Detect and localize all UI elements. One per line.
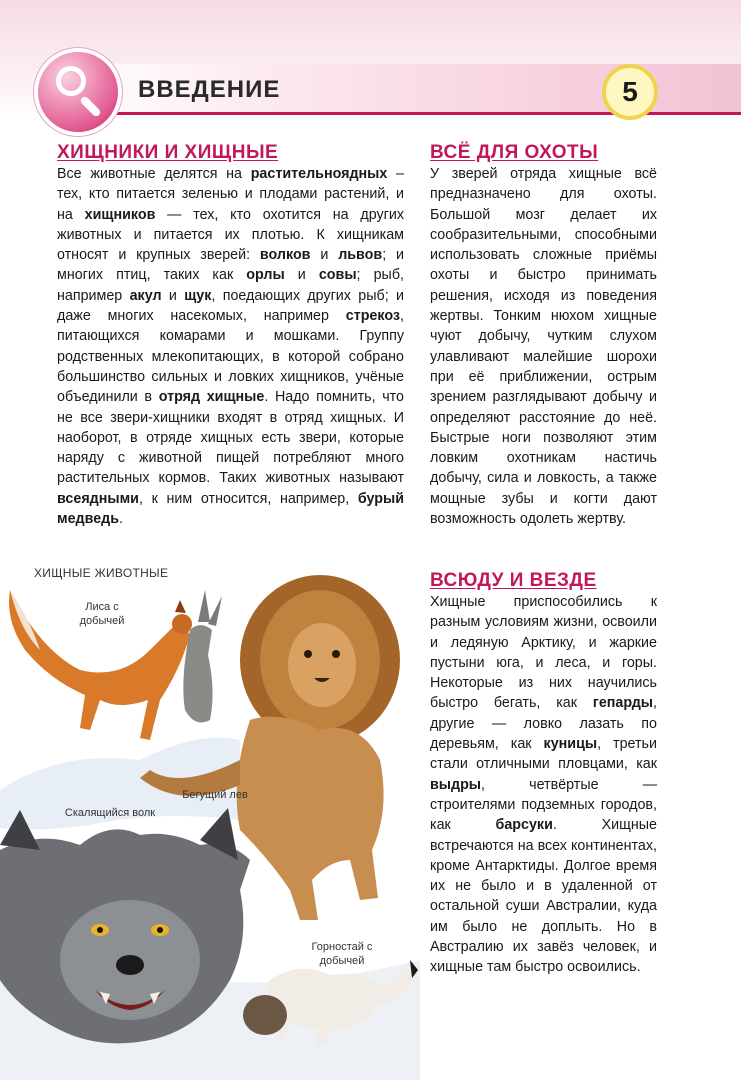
figure-heading: ХИЩНЫЕ ЖИВОТНЫЕ <box>34 566 169 580</box>
caption-fox: Лиса с добычей <box>79 601 125 627</box>
section-title-hunting: ВСЁ ДЛЯ ОХОТЫ <box>430 142 599 163</box>
hare-image <box>183 590 222 722</box>
section-text-hunting: У зверей отряда хищные всё предназначено для охоты. Большой мозг делает их сообразительными, способными использовать сложные приёмы охоты и быстро принимать решения, исходя из поведения жертвы. Тонким нюхом хищные чуют добычу, чутким слухом улавливают малейшие шорохи при её приближении, острым зрением разглядывают добычу и определяют расстояние до неё. Быстрые ноги позволяют этим ловким охотникам настичь добычу, сила и ловкость, а также мощные зубы и когти дают возможность одолеть жертву. <box>430 166 657 528</box>
section-text-predators: Все животные делятся на растительноядных – тех, кто питается зеленью и плодами растений, и на хищников — тех, кто охотится на других животных и питается их плотью. К хищникам относят и крупных зверей: волков и львов; и многих птиц, таких как орлы и совы; рыб, например акул и щук, поедающих других рыб; и даже многих насекомых, например стрекоз, питающихся комарами и мошками. Группу родственных млекопитающих, в которой собрано большинство сильных и ловких хищников, учёные объединили в отряд хищные. Надо помнить, что не все звери-хищники входят в отряд хищных. И наоборот, в отряде хищных есть звери, которые наряду с животной пищей потребляют много растительных кормов. Таких животных называют всеядными, к ним относится, например, бурый медведь. <box>57 166 404 528</box>
magnifier-icon <box>38 52 118 132</box>
caption-wolf: Скалящийся волк <box>64 807 156 819</box>
caption-lion: Бегущий лев <box>182 789 248 801</box>
section-text-everywhere: Хищные приспособились к разным условиям жизни, освоили и ледяную Арктику, и жаркие пустыни юга, и леса, и горы. Некоторые из них научились быстро бегать, как гепарды, другие — ловко лазать по деревьям, как куницы, третьи стали отличными пловцами, как выдры, четвёртые — строителями подземных городов, как барсуки. Хищные встречаются на всех континентах, кроме Антарктиды. Долгое время их не было и в удаленной от остальной суши Австралии, куда им было не доплыть. Но в Австралию их завёз человек, и хищные там быстро освоились. <box>430 594 658 976</box>
caption-ermine: Горностай с добычей <box>311 941 373 967</box>
page-title: ВВЕДЕНИЕ <box>138 76 281 103</box>
predators-illustration <box>0 560 420 1080</box>
section-title-everywhere: ВСЮДУ И ВЕЗДЕ <box>430 570 597 591</box>
page-number: 5 <box>602 64 658 120</box>
section-title-predators: ХИЩНИКИ И ХИЩНЫЕ <box>57 142 279 163</box>
